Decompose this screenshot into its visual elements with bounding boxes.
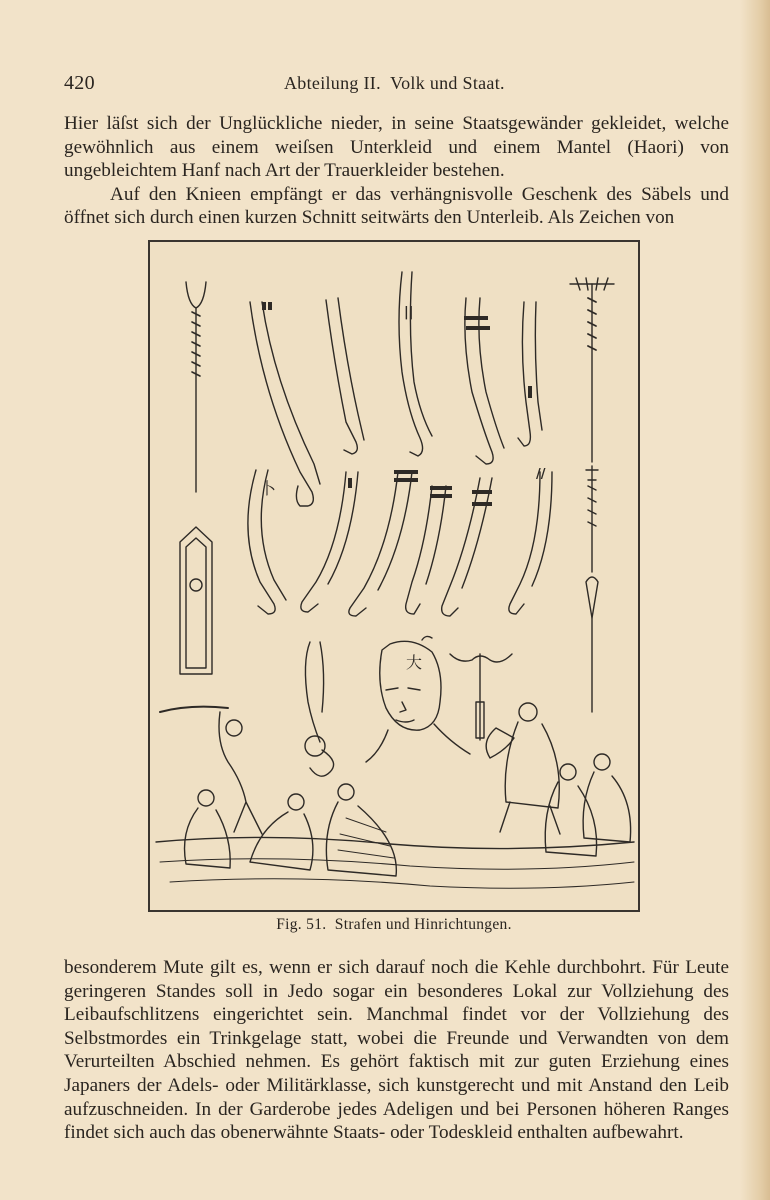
arm-brand-mark-3: // (536, 467, 546, 482)
fork-pole-icon (186, 282, 206, 492)
rope-coil-icon (305, 642, 334, 776)
trident-pole-icon (450, 654, 512, 740)
figure-drawing (150, 242, 638, 910)
paragraph-1: Hier läſst sich der Unglückliche nieder, in seine Staatsgewänder gekleidet, welche gewöhnlich aus einem weiſsen Unterkleid und einem Mantel (Haori) von ungebleichtem Hanf nach Art der Trauerkleider bestehen. (64, 113, 729, 182)
tattooed-arms-row-2 (248, 470, 552, 616)
page-number: 420 (64, 72, 95, 94)
arm-brand-mark-2: || (404, 305, 414, 320)
page-edge-shadow (740, 0, 770, 1200)
figure-caption: Fig. 51. Strafen und Hinrichtungen. (276, 916, 512, 933)
running-head-title: Abteilung II. Volk und Staat. (284, 73, 505, 93)
spiked-pole-icon (570, 278, 614, 572)
forehead-brand-mark: 大 (406, 653, 423, 672)
spear-icon (586, 577, 598, 712)
execution-scene (156, 703, 634, 888)
arm-brand-mark-1: 卜 (260, 479, 277, 498)
top-text-block (64, 112, 729, 230)
paragraph-2: Auf den Knieen empfängt er das verhängnisvolle Geschenk des Säbels und öffnet sich durch einen kurzen Schnitt seitwärts den Unterleib. Als Zeichen von (64, 183, 729, 229)
bottom-text-block (64, 956, 729, 1145)
paragraph-3: besonderem Mute gilt es, wenn er sich darauf noch die Kehle durchbohrt. Für Leute geringeren Standes soll in Jedo sogar ein besonderes Lokal zur Vollziehung des Leibaufschlitzens eingerichtet sein. Manchmal findet vor der Vollziehung des Selbstmordes ein Trinkgelage statt, wobei die Freunde und Verwandten von dem Verurteilten Abschied nehmen. Es gehört faktisch mit zur guten Erziehung eines Japaners der Adels- oder Militärklasse, sich kunstgerecht und mit Anstand den Leib aufzuschneiden. In der Garderobe jedes Adeligen und bei Personen höheren Ranges findet sich auch das obenerwähnte Staats- oder Todeskleid enthalten aufbewahrt. (64, 957, 729, 1144)
figure-illustration (148, 240, 640, 912)
running-head (64, 72, 724, 96)
pillory-board-icon (180, 527, 212, 674)
